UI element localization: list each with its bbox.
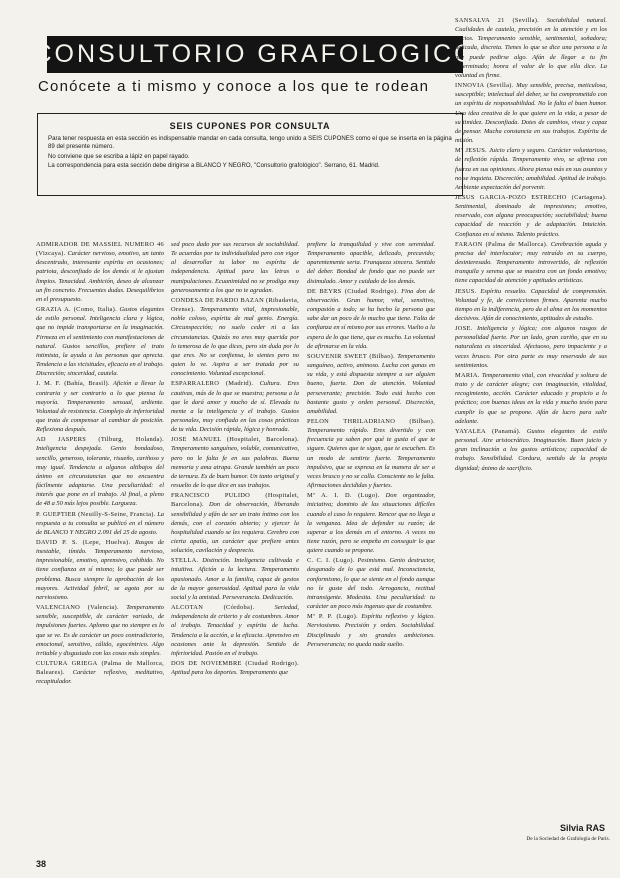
consultation-entry <box>307 287 435 351</box>
consultation-entry <box>455 193 607 239</box>
entry-heading: DAVID P. S. (Lepe, Huelva). <box>36 539 131 546</box>
entry-body: Aptitud para los deportes. Temperamento que <box>171 669 288 677</box>
entry-body: Cultura. Eres cautivas, más de lo que se muestra; persona a la que le dará amor y mucho de sí. Elevada tu mente a la inteligencia y el trabajo. Gustos personales, muy confiada en las cosas prácticas de tu vida. Decisión rápida, lógica y honrada. <box>171 380 299 434</box>
consultation-entry <box>455 81 607 145</box>
entry-heading: J. M. F. (Bahía, Brasil). <box>36 380 110 388</box>
section-subtitle: Conócete a ti mismo y conoce a los que te rodean <box>38 78 430 95</box>
entry-body: Seriedad, independencia de criterio y de costumbres. Amor al trabajo. Tenacidad y espíritu de lucha. Tendencia a la acción, a la eficacia. Aprensivo en ocasiones ante la depresión. Sentido de inferioridad. Pasión en el trabajo. <box>171 604 299 657</box>
entry-body: Temperamento sensible, susceptible, de carácter variado, de impulsiones fuertes. Aplomo que no siempre es lo que se ve. Es de carácter un poco contradictorio, emocional, sensitivo, cálido, egocéntrico. Algo irritable y disgustado con las cosas más simples. <box>36 604 164 657</box>
entry-heading: DOS DE NOVIEMBRE (Ciudad Rodrigo). <box>171 660 299 668</box>
consultation-entry <box>307 556 435 611</box>
entry-heading: ALCOTAN (Córdoba). <box>171 604 255 612</box>
entry-heading: ADMIRADOR DE MASSIEL NUMERO 46 (Vizcaya). <box>36 241 164 258</box>
entry-body: Temperamento vital, con vivacidad y soltura de trato y de carácter alegre; con imaginación, vitalidad, recogimiento, acción. Carácter educado y propicio a lo práctico; con buenas ideas en la vida y mucho tesón para cumplir lo que se propone. Afán de lucro para salir adelante. <box>455 371 607 425</box>
page-number: 38 <box>36 859 47 869</box>
coupon-line: La correspondencia para esta sección debe dirigirse a BLANCO Y NEGRO, "Consultorio grafológico". Serrano, 61. Madrid. <box>48 162 380 170</box>
consultation-entry <box>171 659 299 677</box>
consultation-entry <box>171 379 299 434</box>
entry-body: Temperamento vital, impresionable, noble coloso, espíritu de mal genio. Energía. Circunspección; no suelo ceder ni a las circunstancias. Quizás no eres muy querida por lo temerosa de lo que dices, pero sin duda por lo que eres. No se confiensa, lo sientes pero no quien lo ve. Aspira a ser tratada por su conocimiento. Voluntad excepcional. <box>171 306 299 378</box>
coupon-line: No conviene que se escriba a lápiz en papel rayado. <box>48 152 190 160</box>
entry-body: Temperamento sanguíneo, voluble, comunicativo, pero no le falta fe en sus palabras. Buena memoria y ama atrapa. Grande también un poco de ternura. Es de buen humor. Un tanto original y resuelto de lo que dice en sus trabajos. <box>171 445 299 490</box>
entry-body: Distinción. Inteligencia cultivada e intuitiva. Afición a la lectura. Temperamento apasionado. Amor a la familia, capaz de gestos de la mayor generosidad. Aptitud para la vida social y la amistad. Perseverancia. Dedicación. <box>171 557 299 601</box>
consultation-entry <box>455 287 607 324</box>
consultation-entry <box>36 305 164 378</box>
entry-heading: PELON THRILADRIANO (Bilbao). <box>307 417 435 425</box>
column-4 <box>455 16 607 816</box>
entry-body: Espíritu resuelto. Capacidad de comprensión. Voluntad y fe, de convicciones firmes. Aparenta mucho tiempo en la indiferencia, pero da el alma en los momentos decisivos. Afán de conocimiento, aptitudes de estudio. <box>455 287 607 322</box>
entry-body: Don de observación, liberando sensibilidad y afán de ser un trato íntimo con los demás, con el corazón abierto; y ejercer la hospitalidad cuando se les requiera. Cerebro con cierta apatía, un carácter que prefiere antes solución, cavilación y desprecio. <box>171 501 299 555</box>
consultation-entry <box>455 324 607 370</box>
author-signature: Silvia RAS <box>560 823 606 833</box>
entry-body: Pesimismo. Genio destructor, desganado de lo que está mal. Inconsciencia, conformismo, lo que se siente en el fondo aunque no le guste del todo. Arrogancia, rectitud intransigente. Modestia. Una peculiaridad: tu carácter un poco más ingenuo que de costumbre. <box>307 557 435 611</box>
section-banner: CONSULTORIO GRAFOLOGICO <box>47 36 463 73</box>
entry-body: prefiere la tranquilidad y vive con serenidad. Temperamento apacible, delicado, precavido; aparentemente seria. Franqueza sincera. Sentido del deber. Bondad de fondo que no puede ser disimulado. Amor y cuidado de los demás. <box>307 241 435 285</box>
entry-body: Sociabilidad natural. Cualidades de cautela, precisión en la atención y en los juicios. Temperamento sensible, sentimental, soñadora; delicada, discreta. Tienes lo que se dice una persona a la que puede pedirse algo. Afán de llegar a tu fin determinado; honra el valor de lo que ella dice. La voluntad es firme. <box>455 17 607 79</box>
entry-heading: VALENCIANO (Valencia). <box>36 604 119 612</box>
consultation-entry <box>455 16 607 80</box>
entry-heading: CONDESA DE PARDO BAZAN (Ribadavia, Orense). <box>171 296 299 314</box>
entry-heading: JOSE MANUEL (Hospitalet, Barcelona). <box>171 436 299 444</box>
consultation-entry <box>307 612 435 649</box>
entry-heading: STELLA. <box>171 557 199 565</box>
consultation-entry <box>307 240 435 286</box>
entry-heading: Mª A. I. D. (Lugo). <box>307 492 380 500</box>
consultation-entry <box>36 510 164 537</box>
consultation-entry <box>171 435 299 490</box>
consultation-entry <box>171 603 299 658</box>
entry-body: Cerebración aguda y precisa del interlocutor; muy retraído en su cuerpo, desinteresado. Temperamento introvertido, de reflexión tranquila y serena que se muestra con un fondo emotivo; tiene capacidad de atención y aptitudes artísticas. <box>455 240 607 285</box>
consultation-entry <box>171 296 299 378</box>
author-affiliation: De la Sociedad de Grafología de París. <box>526 836 610 842</box>
entry-heading: AD JASPERS (Tilburg, Holanda). <box>36 436 164 444</box>
entry-body: Don organizador, iniciativa; dominio de las situaciones difíciles cuando el caso lo requiere. Rencor que no llega a la venganza. Idea de defender su razón; de superar a los demás en el entorno. A veces no tiene razón, pero se empeña en conseguir lo que quiere cuando se propone. <box>307 492 435 555</box>
entry-body: Carácter nervioso, emotivo, un tanto descentrado, interesante espíritu en ocasiones; patriota, desconfiado de los demás si le ajustan limpios. Tenacidad. Ambición, deseo de alcanzar un fin concreto. Frecuentes dudas. Desequilibrios en el presupuesto. <box>36 250 164 303</box>
consultation-entry <box>36 659 164 686</box>
entry-heading: C. C. I. (Lugo). <box>307 557 355 565</box>
entry-heading: Mª P. P. (Lugo). <box>307 613 358 621</box>
entry-heading: SOUVENIR SWEET (Bilbao). <box>307 352 396 360</box>
consultation-entry <box>307 352 435 416</box>
entry-heading: INNOVIA (Sevilla). <box>455 82 514 90</box>
entry-heading: JOSE. <box>455 325 473 333</box>
entry-body: Gustos elegantes de estilo personal. Inteligencia clara y lógica, que no impide transportarse en la imaginación. Firmeza en el sentimiento con manifestaciones de natural. Gustos sencillos, prefiere el trato intimista, la ayuda a las personas que aprecia. Tendencia a las vicisitudes, eficacia en el trabajo. Discreción; sinceridad, cautela. <box>36 306 164 378</box>
consultation-entry <box>307 491 435 555</box>
entry-heading: JESUS GARCIA-POZO ESTRECHO (Cartagena). <box>455 193 607 201</box>
entry-body: La respuesta a tu consulta se publicó en el número de BLANCO Y NEGRO 2.091 del 25 de agosto. <box>36 510 164 536</box>
entry-body: Temperamento sanguíneo, activo, animoso. Lucha con ganas en su vida, y está dispuesta siempre a ser alguien bueno, fuerte. Don de atención. Voluntad perseverante; precisión. Todo está hecho con bastante gusto y orden personal. Discreción, amabilidad. <box>307 352 435 415</box>
consultation-entry <box>455 371 607 426</box>
consultation-entry <box>455 427 607 473</box>
consultation-entry <box>307 417 435 490</box>
entry-body: Sentimental, dominado de impresiones; emotivo, reservado, con alguna preocupación; sociabilidad; buena capacidad de reacción y de adaptación. Intuición. Confianza en sí mismo. Talento práctico. <box>455 203 607 238</box>
consultation-entry <box>36 379 164 434</box>
consultation-entry <box>171 240 299 295</box>
coupon-title: SEIS CUPONES POR CONSULTA <box>169 121 331 131</box>
consultation-entry <box>171 556 299 602</box>
entry-body: Inteligencia y lógica; con algunos rasgos de personalidad fuerte. Por un lado, gran cariño, que en su naturaleza es sinceridad. Afectuoso, pero impaciente y a veces brusco. Por otra parte es muy reservado de sus sentimientos. <box>455 325 607 369</box>
entry-body: Inteligencia despejada. Genio bondadoso, sencillo, generoso, tolerante, risueño, cariñoso y muy igual. Tendencia a algunos altibajos del ánimo en circunstancias que no encuentra fácilmente adaptarse. Una peculiaridad: el interés que pone en el trabajo. Al final, a pleno de 48 a 50 más lejos posible. Largueza. <box>36 445 164 508</box>
column-2 <box>171 240 299 858</box>
entry-heading: MARIA. <box>455 371 480 379</box>
consultation-entry <box>36 603 164 658</box>
column-1 <box>36 240 164 858</box>
entry-body: Afición a llevar la contraria y ser contrario a lo que piensa la mayoría. Temperamento sensual, ardiente. Voluntad de resistencia. Complejo de inferioridad que trata de compensar al cambiar de posición. Reflexiona después. <box>36 380 164 434</box>
entry-heading: FRANCISCO PULIDO (Hospitalet, Barcelona). <box>171 492 299 509</box>
entry-heading: GRAZIA A. (Como, Italia). <box>36 306 117 314</box>
entry-heading: YAYALEA (Panamá). <box>455 427 521 435</box>
entry-body: Rasgos de inestable, tímido. Temperamento nervioso, impresionable, emotivo, aprensivo, cohibido. No tiene confianza en sí mismo; lo que puede ser problema. Busca siempre la aprobación de los mayores. Actividad febril, se agota por su nerviosismo. <box>36 539 164 601</box>
entry-body: Espíritu reflexivo y lógico. Nerviosismo. Precisión y orden. Sociabilidad. Disciplinado y sin grandes ambiciones. Perseverancia; no queda nada suelto. <box>307 613 435 648</box>
entry-heading: P. GUEPTIER (Neuilly-S-Seine, Francia). <box>36 510 156 518</box>
consultation-entry <box>455 240 607 286</box>
coupon-line: Para tener respuesta en esta sección es indispensable mandar en cada consulta, tengo unido a SEIS CUPONES como el que se inserta en la página 89 del presente número. <box>48 135 452 151</box>
entry-body: Gustos elegantes de estilo personal. Aire aristocrático. Imaginación. Buen juicio y gran inclinación a los gustos artísticos; capacidad de trabajo. Sensibilidad. Cordura, sentido de la propia dignidad; ánimo de sacrificio. <box>455 427 607 472</box>
consultation-entry <box>171 491 299 555</box>
consultation-entry <box>36 435 164 508</box>
consultation-entry <box>36 240 164 304</box>
entry-body: Fina don de observación. Gran humor, vital, sensitivo, compasión a todo; se ha hecho la persona que sabe dar un poco de lo mucho que tiene. Falta de confianza en sí mismo por sus errores. Vuelto a la espera de lo que tiene, que es mucho. La voluntad de afirmarse en la vida. <box>307 287 435 350</box>
entry-body: Juicio claro y seguro. Carácter voluntarioso, de reflexión rápida. Temperamento vivo, se afirma con fuerza en sus opiniones. Ahora piensa más en sus asuntos y no se inquieta. Discreción; amabilidad. Aptitud de trabajo. Ambiente expectación del porvenir. <box>455 147 607 191</box>
entry-body: Carácter reflexivo, meditativo, recapitulador. <box>36 669 164 686</box>
entry-body: Muy sensible, precisa, meticulosa, susceptible; intelectual del deber, se ha comprometido con un espíritu de responsabilidad. No le falta el buen humor. Una idea creativa de lo que quiere en la vida, a pesar de su timidez. Desconfiada. Dotes de cambios, vivaz y capaz de pensar. Mucha constancia en sus trabajos. Espíritu de misión. <box>455 82 607 145</box>
entry-heading: JESUS. <box>455 287 477 295</box>
entry-heading: FARAON (Palma de Mallorca). <box>455 240 548 248</box>
coupon-body <box>48 135 452 171</box>
column-3 <box>307 240 435 858</box>
entry-heading: CULTURA GRIEGA (Palma de Mallorca, Baleares). <box>36 660 164 677</box>
entry-body: sed poco dado por sus recursos de sociabilidad. Te acuerdas por tu individualidad pero con vigor al desarrollar tu labor no espíritu de independencia. Aptitud para las letras o manipulaciones. Ecuanimidad no se prodiga muy generosamente a los que no te agradan. <box>171 241 299 294</box>
entry-heading: Mª JESUS. <box>455 147 487 155</box>
consultation-entry <box>36 538 164 602</box>
entry-heading: DE BEYRS (Ciudad Rodrigo). <box>307 287 399 295</box>
entry-heading: SANSALVA 21 (Sevilla). <box>455 17 540 24</box>
coupon-box <box>37 113 463 196</box>
entry-body: Temperamento rápido. Eres divertido y con frecuencia ya saben por qué te gusta el que te siguen. Quieres que te sigan, que te escuchen. Es un modo de sentirte fuerte. Temperamento impulsivo, que se expresa en la manera de ser a veces brusco y no se calla. Consciente no le falta. Afirmaciones decididas y fuertes. <box>307 427 435 490</box>
entry-heading: ESPARRALERO (Madrid). <box>171 380 254 388</box>
consultation-entry <box>455 146 607 192</box>
